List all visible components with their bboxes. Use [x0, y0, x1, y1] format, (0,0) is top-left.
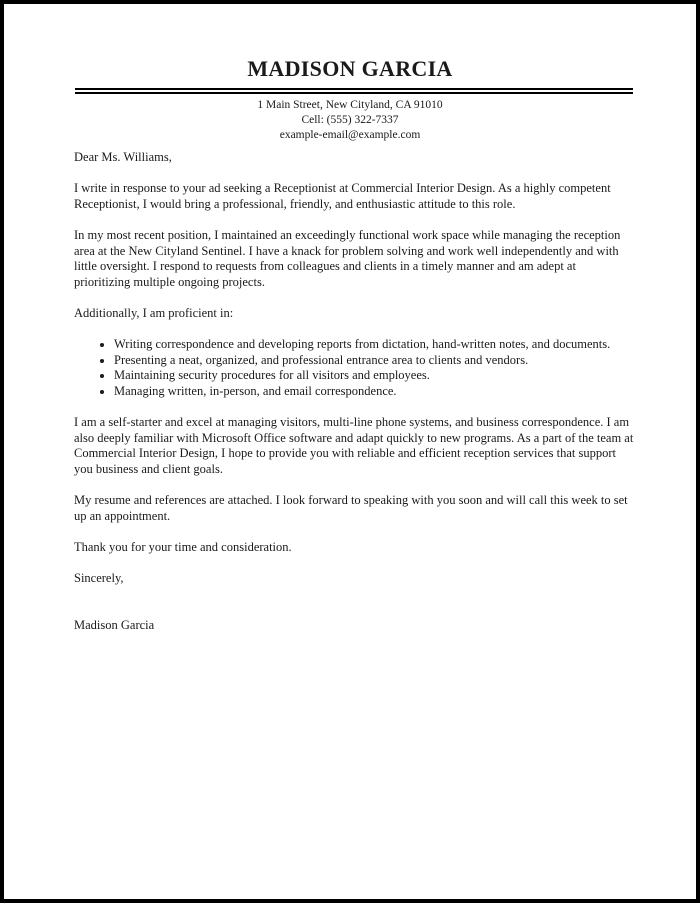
header-rule-bottom	[75, 92, 633, 94]
skills-intro: Additionally, I am proficient in:	[74, 305, 234, 320]
skill-item: • Presenting a neat, organized, and professional entrance area to clients and vendors.	[114, 353, 634, 369]
applicant-name: MADISON GARCIA	[247, 56, 453, 81]
contact-block	[4, 98, 696, 143]
skill-item: • Managing written, in-person, and email correspondence.	[114, 384, 634, 400]
letter-body	[74, 150, 634, 633]
skills-list	[74, 337, 634, 399]
paragraph-experience: In my most recent position, I maintained an exceedingly functional work space while managing the reception area at the New Cityland Sentinel. I have a knack for problem solving and work well independently and with little oversight. I respond to requests from colleagues and clients in a timely manner and am adept at prioritizing multiple ongoing projects.	[74, 227, 621, 289]
salutation: Dear Ms. Williams,	[74, 150, 172, 164]
paragraph-qualifications: I am a self-starter and excel at managing visitors, multi-line phone systems, and business correspondence. I am also deeply familiar with Microsoft Office software and adapt quickly to new programs. As a part of the team at Commercial Interior Design, I hope to provide you with reliable and efficient reception services that support you business and client goals.	[74, 415, 634, 476]
header-rule-top	[75, 88, 633, 90]
address-line: 1 Main Street, New Cityland, CA 91010	[257, 99, 443, 111]
email-line: example-email@example.com	[279, 129, 421, 141]
paragraph-intro: I write in response to your ad seeking a Receptionist at Commercial Interior Design. As a highly competent Receptionist, I would bring a professional, friendly, and enthusiastic attitude to this role.	[74, 181, 611, 211]
skill-item: • Maintaining security procedures for all visitors and employees.	[114, 368, 634, 384]
cell-line: Cell: (555) 322-7337	[301, 114, 399, 126]
paragraph-closing: My resume and references are attached. I look forward to speaking with you soon and will call this week to set up an appointment.	[74, 493, 628, 523]
signature-name: Madison Garcia	[74, 617, 155, 632]
closing-line: Sincerely,	[74, 571, 124, 586]
thanks-line: Thank you for your time and consideration.	[74, 539, 292, 554]
skill-item: • Writing correspondence and developing reports from dictation, hand-written notes, and documents.	[114, 337, 634, 353]
